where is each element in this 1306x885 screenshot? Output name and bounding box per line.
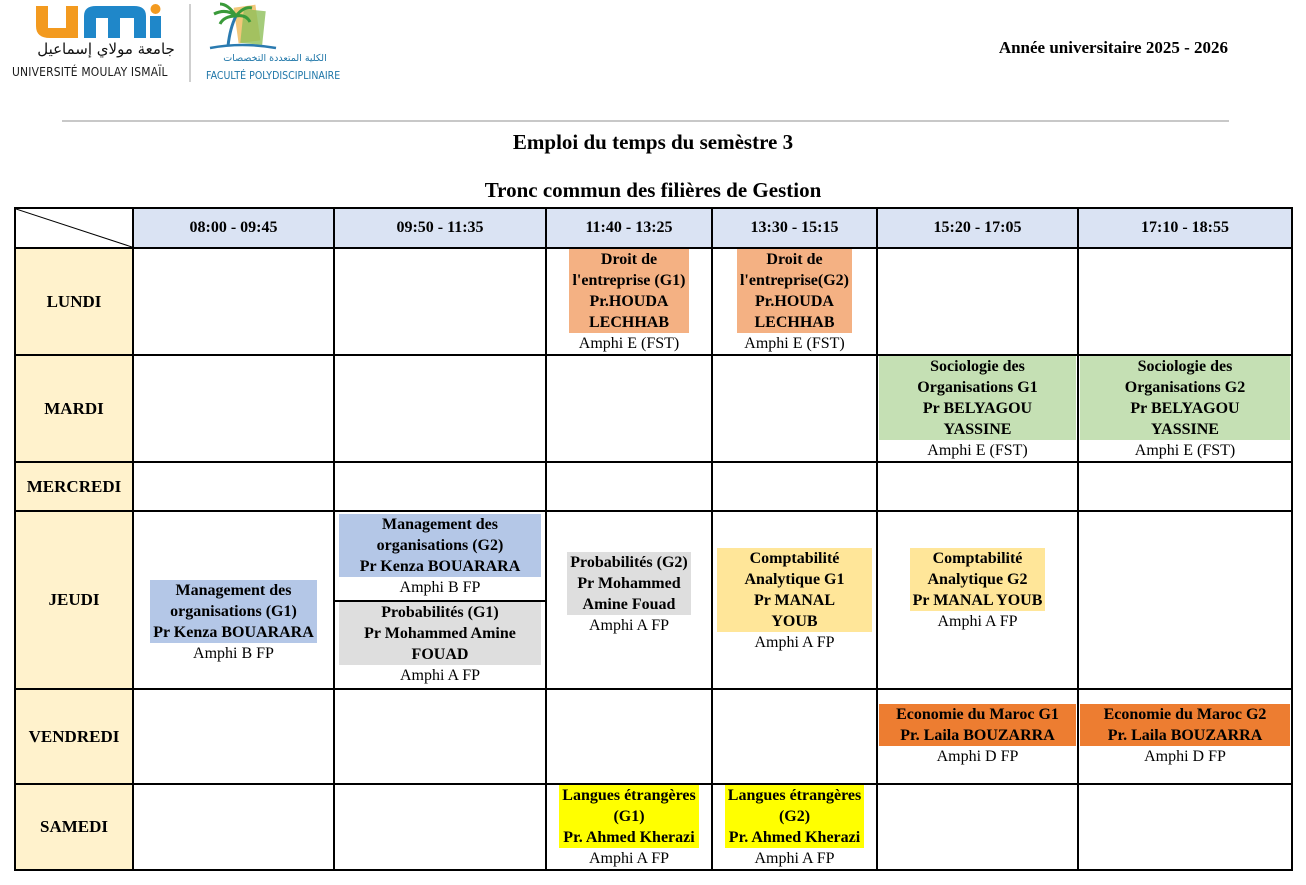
day-label: MARDI	[15, 355, 133, 462]
faculty-arabic-name: الكلية المتعددة التخصصات	[223, 53, 327, 64]
session-line: Pr.HOUDA	[589, 293, 669, 310]
session-line: Pr BELYAGOU	[922, 400, 1033, 417]
session-line: Probabilités (G2)	[570, 554, 688, 571]
session-line: Pr Kenza BOUARARA	[153, 624, 314, 641]
session-line: YASSINE	[943, 421, 1012, 438]
session-line: YASSINE	[1151, 421, 1219, 438]
empty-slot	[334, 689, 546, 784]
empty-slot	[712, 355, 877, 462]
empty-slot	[1078, 462, 1292, 511]
session-block	[339, 602, 541, 665]
timeslot-header: 09:50 - 11:35	[334, 208, 546, 248]
empty-slot	[133, 689, 334, 784]
session-line: Pr Mohammed	[577, 575, 681, 592]
empty-slot	[712, 462, 877, 511]
empty-slot	[1078, 248, 1292, 355]
empty-slot	[334, 355, 546, 462]
empty-slot	[546, 689, 712, 784]
session-line: Amine Fouad	[582, 596, 676, 613]
academic-year: Année universitaire 2025 - 2026	[998, 38, 1228, 57]
session-line: Langues étrangères	[727, 787, 862, 804]
header-rule	[62, 120, 1229, 122]
day-row-mercredi	[15, 462, 1292, 511]
session-line: LECHHAB	[754, 314, 835, 331]
session-cell	[546, 511, 712, 689]
empty-slot	[334, 248, 546, 355]
day-label: VENDREDI	[15, 689, 133, 784]
session-line: Comptabilité	[932, 550, 1023, 567]
session-cell	[546, 248, 712, 355]
session-line: (G2)	[778, 808, 811, 825]
timeslot-header: 11:40 - 13:25	[546, 208, 712, 248]
session-block	[717, 548, 873, 632]
session-block	[879, 704, 1076, 746]
empty-slot	[877, 248, 1078, 355]
session-room: Amphi D FP	[1144, 748, 1226, 765]
timeslot-header: 17:10 - 18:55	[1078, 208, 1292, 248]
session-line: Droit de	[766, 251, 823, 268]
session-line: Analytique G1	[744, 570, 845, 588]
session-line: l'entreprise(G2)	[739, 272, 849, 289]
umi-arabic-name: جامعة مولاي إسماعيل	[37, 40, 175, 58]
session-room: Amphi E (FST)	[578, 335, 680, 352]
session-block	[737, 249, 852, 333]
timetable-header-row	[15, 208, 1292, 248]
corner-cell	[15, 208, 133, 248]
session-line: Pr MANAL YOUB	[912, 592, 1043, 609]
day-row-jeudi	[15, 511, 1292, 689]
session-block	[567, 552, 690, 615]
session-line: FOUAD	[411, 646, 469, 663]
session-block	[910, 548, 1046, 611]
session-line: Pr BELYAGOU	[1130, 400, 1240, 417]
timetable	[14, 207, 1293, 871]
session-room: Amphi A FP	[399, 667, 481, 684]
session-block	[1080, 704, 1290, 746]
session-room: Amphi E (FST)	[744, 335, 845, 352]
day-row-mardi	[15, 355, 1292, 462]
session-room: Amphi D FP	[936, 748, 1019, 765]
day-label: MERCREDI	[15, 462, 133, 511]
session-cell	[712, 511, 877, 689]
timeslot-header: 15:20 - 17:05	[877, 208, 1078, 248]
empty-slot	[133, 248, 334, 355]
session-block	[339, 514, 541, 577]
day-row-vendredi	[15, 689, 1292, 784]
day-label: JEUDI	[15, 511, 133, 689]
session-line: (G1)	[613, 808, 645, 825]
session-line: Pr.HOUDA	[755, 293, 834, 310]
session-cell	[712, 248, 877, 355]
session-block	[725, 785, 864, 848]
empty-slot	[546, 355, 712, 462]
session-cell	[133, 511, 334, 689]
session-room: Amphi A FP	[588, 850, 670, 867]
session-room: Amphi A FP	[937, 613, 1018, 630]
session-cell	[546, 784, 712, 870]
session-block	[1080, 356, 1290, 440]
session-line: Pr MANAL	[753, 591, 835, 609]
session-block	[150, 580, 317, 643]
umi-latin-name: UNIVERSITÉ MOULAY ISMAÏL	[12, 64, 168, 79]
empty-slot	[1078, 511, 1292, 689]
session-line: Analytique G2	[927, 571, 1028, 588]
day-row-lundi	[15, 248, 1292, 355]
session-line: YOUB	[771, 612, 818, 630]
day-label: SAMEDI	[15, 784, 133, 870]
session-line: Management des	[382, 516, 498, 533]
session-room: Amphi B FP	[399, 579, 481, 596]
timeslot-header: 08:00 - 09:45	[133, 208, 334, 248]
umi-logo	[12, 2, 187, 84]
session-room: Amphi E (FST)	[1134, 442, 1236, 459]
empty-slot	[133, 784, 334, 870]
session-line: LECHHAB	[588, 314, 669, 331]
session-line: Comptabilité	[749, 549, 840, 567]
faculty-logo	[200, 2, 355, 86]
session-line: Sociologie des	[1137, 358, 1233, 375]
session-line: Economie du Maroc G1	[896, 706, 1059, 723]
session-line: Pr. Laila BOUZARRA	[900, 727, 1055, 744]
session-cell	[712, 784, 877, 870]
empty-slot	[334, 784, 546, 870]
session-line: organisations (G2)	[376, 537, 504, 554]
empty-slot	[546, 462, 712, 511]
session-cell	[877, 689, 1078, 784]
session-room: Amphi A FP	[754, 633, 835, 651]
session-cell	[877, 355, 1078, 462]
day-row-samedi	[15, 784, 1292, 870]
session-line: Pr. Ahmed Kherazi	[728, 829, 861, 846]
session-line: Pr Kenza BOUARARA	[359, 558, 521, 575]
empty-slot	[133, 355, 334, 462]
session-line: Droit de	[600, 251, 658, 268]
umi-logo-mark-icon	[34, 4, 166, 42]
session-cell	[1078, 689, 1292, 784]
diagonal-line-icon	[16, 209, 132, 247]
session-block	[559, 785, 698, 848]
timeslot-header: 13:30 - 15:15	[712, 208, 877, 248]
empty-slot	[712, 689, 877, 784]
day-label: LUNDI	[15, 248, 133, 355]
session-block	[879, 356, 1076, 440]
session-room: Amphi A FP	[588, 617, 670, 634]
page-subtitle: Tronc commun des filières de Gestion	[484, 178, 822, 202]
session-line: Management des	[175, 582, 292, 599]
palm-tree-icon	[206, 2, 280, 54]
empty-slot	[1078, 784, 1292, 870]
session-line: Organisations G1	[917, 379, 1038, 396]
session-line: organisations (G1)	[170, 603, 297, 620]
session-block	[569, 249, 688, 333]
session-line: Sociologie des	[930, 358, 1025, 375]
session-line: Economie du Maroc G2	[1103, 706, 1267, 723]
session-cell	[877, 511, 1078, 689]
logo-divider	[189, 4, 191, 82]
empty-slot	[133, 462, 334, 511]
session-line: l'entreprise (G1)	[572, 272, 686, 289]
session-room: Amphi A FP	[754, 850, 835, 867]
session-cell-split	[334, 511, 546, 689]
session-line: Pr. Laila BOUZARRA	[1107, 727, 1263, 744]
empty-slot	[334, 462, 546, 511]
session-room: Amphi B FP	[193, 645, 274, 662]
session-line: Probabilités (G1)	[381, 604, 499, 621]
empty-slot	[877, 784, 1078, 870]
session-line: Organisations G2	[1124, 379, 1246, 396]
session-line: Pr Mohammed Amine	[364, 625, 516, 642]
empty-slot	[877, 462, 1078, 511]
session-room: Amphi E (FST)	[927, 442, 1028, 459]
faculty-latin-name: FACULTÉ POLYDISCIPLINAIRE	[206, 69, 341, 82]
session-cell	[1078, 355, 1292, 462]
session-line: Langues étrangères	[562, 787, 696, 804]
page-title: Emploi du temps du semèstre 3	[512, 130, 794, 154]
session-line: Pr. Ahmed Kherazi	[563, 829, 695, 846]
